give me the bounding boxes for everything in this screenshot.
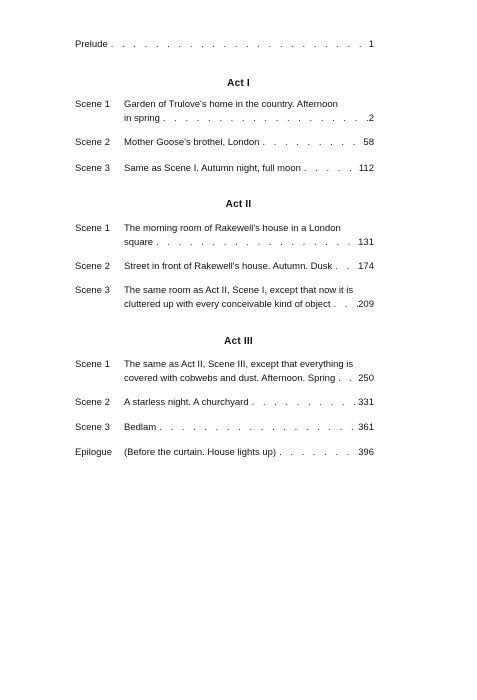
prelude-entry xyxy=(75,38,374,52)
dot-leader xyxy=(332,260,358,274)
scene-page-number: 331 xyxy=(358,397,374,408)
scene-label: Scene 2 xyxy=(75,137,110,148)
dot-leader xyxy=(259,136,363,150)
dot-leader xyxy=(249,396,359,410)
scene-page-number: 112 xyxy=(358,163,374,174)
scene-description-cont: cluttered up with every conceivable kind of object xyxy=(124,299,331,310)
scene-description-cont: covered with cobwebs and dust. Afternoon. Spring xyxy=(124,373,336,384)
scene-page-number: 174 xyxy=(358,261,374,272)
scene-page-number: 396 xyxy=(358,447,374,458)
scene-description: Street in front of Rakewell's house. Autumn. Dusk xyxy=(124,261,333,272)
scene-description: A starless night. A churchyard xyxy=(124,397,249,408)
dot-leader xyxy=(276,446,358,460)
dot-leader xyxy=(330,298,358,312)
scene-label: Scene 3 xyxy=(75,163,110,174)
act-2-heading: Act II xyxy=(225,199,252,210)
scene-page-number: 250 xyxy=(358,373,374,384)
scene-description: Bedlam xyxy=(124,422,157,433)
dot-leader xyxy=(301,162,359,176)
dot-leader xyxy=(153,236,358,250)
scene-description: Garden of Trulove's home in the country. Afternoon xyxy=(124,99,338,110)
scene-description: The same as Act II, Scene III, except that everything is xyxy=(124,359,354,370)
scene-description: Mother Goose's brothel, London xyxy=(124,137,260,148)
prelude-label: Prelude xyxy=(75,39,108,50)
scene-label: Scene 1 xyxy=(75,359,110,370)
scene-description: The same room as Act II, Scene I, except that now it is xyxy=(124,285,354,296)
scene-label: Scene 1 xyxy=(75,223,110,234)
scene-description: (Before the curtain. House lights up) xyxy=(124,447,277,458)
dot-leader xyxy=(335,372,358,386)
dot-leader xyxy=(156,421,358,435)
dot-leader xyxy=(108,38,369,52)
dot-leader xyxy=(160,112,369,126)
act-1-heading: Act I xyxy=(227,78,250,89)
scene-page-number: 361 xyxy=(358,422,374,433)
scene-label: Scene 3 xyxy=(75,285,110,296)
scene-description-cont: square xyxy=(124,237,154,248)
scene-label: Scene 1 xyxy=(75,99,110,110)
scene-page-number: 2 xyxy=(368,113,374,124)
prelude-page-number: 1 xyxy=(368,39,374,50)
scene-label: Scene 2 xyxy=(75,397,110,408)
scene-description: Same as Scene I. Autumn night, full moon xyxy=(124,163,301,174)
scene-page-number: 209 xyxy=(358,299,374,310)
scene-label: Epilogue xyxy=(75,447,112,458)
scene-page-number: 58 xyxy=(363,137,374,148)
act-3-heading: Act III xyxy=(224,336,253,347)
scene-page-number: 131 xyxy=(358,237,374,248)
scene-description-cont: in spring xyxy=(124,113,160,124)
scene-label: Scene 2 xyxy=(75,261,110,272)
scene-description: The morning room of Rakewell's house in a London xyxy=(124,223,341,234)
scene-label: Scene 3 xyxy=(75,422,110,433)
